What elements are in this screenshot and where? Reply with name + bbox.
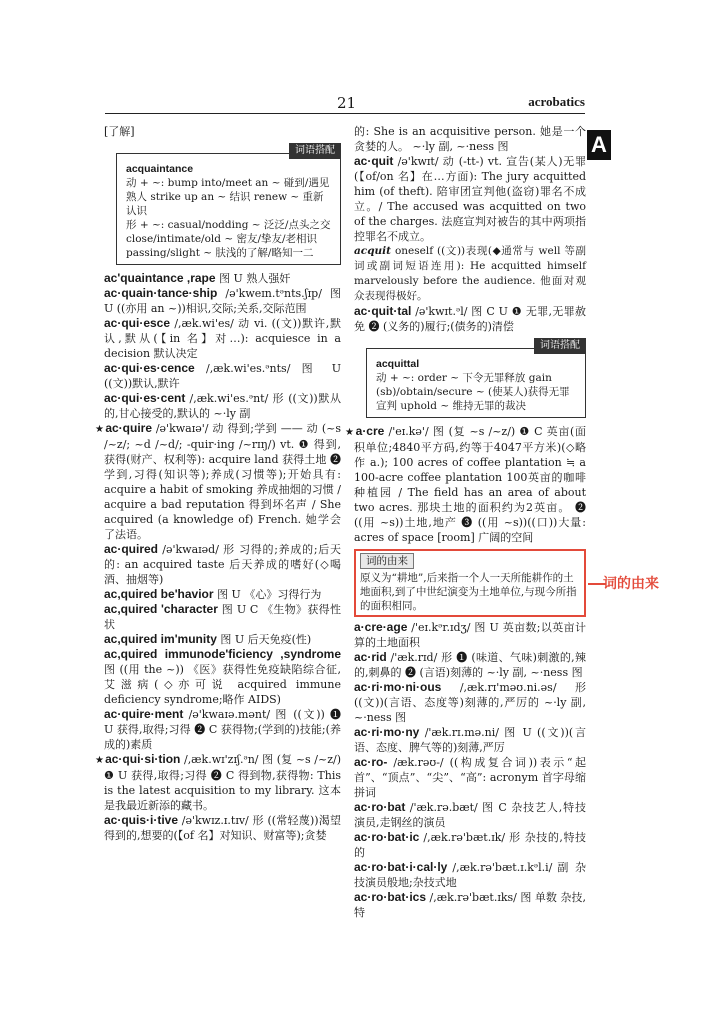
continued-text: [了解]: [104, 125, 135, 138]
headword: ac·qui·es·cent: [104, 391, 186, 405]
collocation-tab: 词语搭配: [289, 143, 341, 159]
entry-body: /,æk.wi'es.ᵊnt/ 形 ((文))默从的,甘心接受的,默认的 ~·ly 副: [104, 392, 341, 420]
dictionary-entry: [104, 632, 341, 647]
headword: ac,quired be'havior: [104, 587, 214, 601]
headword: ac,quired 'character: [104, 602, 218, 616]
entry-body: /'æk.rɪd/ 形 ❶ (味道、气味)刺激的,辣的,刺鼻的 ❷ (言语)刻薄的 ~·ly 副, ~·ness 图: [354, 651, 587, 679]
word-origin-callout: 词的由来: [603, 576, 659, 592]
entry-body: /ə'kweɪn.tᵊnts.ʃɪp/ 图 U ((亦用 an ~))相识,交际;关系,交际范围: [104, 287, 341, 315]
collocation-head: acquaintance: [126, 163, 194, 175]
dictionary-entry: [95, 752, 341, 813]
dictionary-entry: [354, 304, 586, 334]
continued-text: 的: She is an acquisitive person. 她是一个贪婪的人。 ~·ly 副, ~·ness 图: [354, 125, 586, 153]
entry-body: /,æk.rɪ'məʊ.ni.əs/ 形 ((文))(言语、态度等)刻薄的,严厉的 ~·ly 副, ~·ness 图: [354, 681, 586, 724]
collocation-line: 动 + ~: order ~ 下令无罪释放 gain (sb)/obtain/secure ~ (使某人)获得无罪宣判 uphold ~ 维持无罪的裁决: [376, 372, 570, 412]
dictionary-entry: [104, 813, 341, 843]
dictionary-entry: [345, 424, 586, 545]
dictionary-entry: [354, 800, 586, 830]
entry-body: 图 U 熟人强奸: [219, 272, 291, 285]
collocation-line: 动 + ~: bump into/meet an ~ 碰到/遇见熟人 strike up an ~ 结识 renew ~ 重新认识: [126, 177, 330, 217]
dictionary-entry: [354, 830, 586, 860]
dictionary-entry: [354, 680, 586, 725]
running-head: acrobatics: [528, 94, 585, 109]
headword: ac·quit·tal: [354, 304, 412, 318]
entry-body: 图 ((用 the ~)) 《医》获得性免疫缺陷综合征,艾滋病(◇亦可说 acquired immune deficiency syndrome;略作 AIDS): [104, 663, 341, 706]
entry-body: /ə'kwɪz.ɪ.tɪv/ 形 ((常轻蔑))渴望得到的,想要的(【of 名】对知识、财富等);贪婪: [104, 814, 341, 842]
dictionary-entry: [104, 271, 341, 286]
collocation-box: [366, 340, 586, 418]
entry-body: /ə'kwɪt.ᵊl/ 图 C U ❶ 无罪,无罪赦免 ❷ (义务的)履行;(债务的)清偿: [354, 305, 586, 333]
headword: ac·quis·i·tive: [104, 813, 179, 827]
collocation-line: 形 + ~: casual/nodding ~ 泛泛/点头之交 close/intimate/old ~ 密友/挚友/老相识 passing/slight ~ 肤浅的了解/略知一二: [126, 219, 331, 259]
entry-body: oneself ((文))表现(◆通常与 well 等副词或副词短语连用): He acquitted himself marvelously before the audience. 他面对观众表现得极好。: [354, 245, 587, 302]
entry-body: /æk.rəʊ-/ ((构成复合词))表示“起首”、“顶点”、“尖”、“高”: acronym 首字母缩拼词: [354, 756, 586, 799]
dictionary-entry: [354, 755, 586, 800]
left-column: [95, 124, 342, 843]
collocation-head: acquittal: [376, 358, 420, 370]
entry-body: 图 U 后天免疫(性): [220, 633, 312, 646]
headword: ac·quire: [105, 421, 152, 435]
headword: ac'quaintance ,rape: [104, 271, 216, 285]
headword: ac,quired im'munity: [104, 632, 217, 646]
idiom-head: acquit: [354, 245, 392, 257]
dictionary-entry: [95, 421, 341, 542]
dictionary-entry: [104, 542, 341, 587]
entry-body: /ə'kwɪt/ 动 (-tt-) vt. 宣告(某人)无罪(【of/on 名】在…方面): The jury acquitted him (of theft). 陪审团宣判他(盗窃)罪名不成立。/ The accused was acquitted on two of the charges. 法庭宣判对被告的其中两项指控罪名不成立。: [354, 155, 587, 243]
entry-body: /'eɪ.kᵊr.ɪdʒ/ 图 U 英亩数;以英亩计算的土地面积: [354, 621, 586, 649]
headword: ac·ro·bat·ic: [354, 830, 420, 844]
page-header: [105, 92, 585, 114]
dictionary-entry: [354, 890, 586, 920]
entry-body: /,æk.wi'es/ 动 vi. ((文))默许,默认,默从(【in 名】对…): acquiesce in a decision 默认决定: [104, 317, 342, 360]
star-mark: ★: [95, 424, 105, 435]
entry-body: /,æk.wɪ'zɪʃ.ᵊn/ 图 (复 ~s /~z/) ❶ U 获得,取得;习得 ❷ C 得到物,获得物: This is the latest acquisition to my library. 这本是我最近新添的藏书。: [104, 753, 341, 812]
dictionary-entry: [104, 391, 341, 421]
headword: ac·quain·tance·ship: [104, 286, 218, 300]
entry-body: 图 U C 《生物》获得性状: [104, 603, 341, 631]
entry-body: /,æk.rə'bæt.ɪks/ 图 单数 杂技,特: [354, 891, 586, 919]
dictionary-entry: [104, 361, 341, 391]
page-number: 21: [337, 94, 357, 112]
dictionary-entry: [104, 286, 341, 316]
headword: a·cre·age: [354, 620, 408, 634]
dictionary-entry: [104, 602, 341, 632]
entry-body: /,æk.rə'bæt.ɪk/ 形 杂技的,特技的: [354, 831, 586, 859]
entry-body: /,æk.wi'es.ᵊnts/ 图 U ((文))默认,默许: [104, 362, 341, 390]
star-mark: ★: [345, 427, 355, 438]
headword: ac·ro·bat: [354, 800, 406, 814]
entry-body: /'æk.rə.bæt/ 图 C 杂技艺人,特技演员,走钢丝的演员: [354, 801, 587, 829]
headword: ac·qui·esce: [104, 316, 171, 330]
headword: ac·ri·mo·ny: [354, 725, 420, 739]
headword: ac·ri·mo·ni·ous: [354, 680, 442, 694]
dictionary-entry: [354, 725, 586, 755]
entry-body: /ə'kwaɪə'/ 动 得到;学到 —— 动 (~s /~z/; ~d /~d/; -quir·ing /~rɪŋ/) vt. ❶ 得到,获得(财产、权利等): acquire land 获得土地 ❷ 学到,习得(知识等);养成(习惯等);开始具有: acquire a habit of smoking 养成抽烟的习惯 / acquire a bad reputation 得到坏名声 / She acquired (a knowledge of) French. 她学会了法语。: [104, 422, 341, 541]
collocation-tab: 词语搭配: [534, 338, 586, 354]
collocation-box: [116, 145, 341, 265]
headword: ac·quit: [354, 154, 394, 168]
entry-body: /'eɪ.kə'/ 图 (复 ~s /~z/) ❶ C 英亩(面积单位;4840平方码,约等于4047平方米)(◇略作 a.); 100 acres of coffee plantation ≒ a 100-acre coffee plantation 100英亩的咖啡种植园 / The field has an area of about two acres. 那块土地的面积约为2英亩。 ❷ ((用 ~s))土地,地产 ❸ ((用 ~s))((口))大量: acres of space [room] 广阔的空间: [354, 425, 586, 544]
headword: ac,quired immunode'ficiency ,syndrome: [104, 647, 341, 661]
headword: ac·quired: [104, 542, 159, 556]
headword: ac·rid: [354, 650, 387, 664]
dictionary-entry: [104, 707, 341, 752]
word-origin-title: 词的由来: [360, 553, 414, 569]
star-mark: ★: [95, 755, 105, 766]
entry-body: /,æk.rə'bæt.ɪ.kᵊl.i/ 副 杂技演员般地;杂技式地: [354, 861, 587, 889]
dictionary-entry: [104, 316, 341, 361]
dictionary-entry: [354, 620, 586, 650]
headword: a·cre: [355, 424, 385, 438]
headword: ac·ro-: [354, 755, 388, 769]
word-origin-text: 原义为“耕地”,后来指一个人一天所能耕作的土地面积,到了中世纪演变为土地单位,与现今所指的面积相同。: [360, 572, 577, 612]
dictionary-entry: [104, 647, 341, 707]
entry-body: /ə'kwaɪə.mənt/ 图 ((文)) ❶ U 获得,取得;习得 ❷ C 获得物;(学到的)技能;(养成的)素质: [104, 708, 341, 751]
headword: ac·ro·bat·ics: [354, 890, 427, 904]
dictionary-entry: [354, 154, 586, 244]
entry-body: /ə'kwaɪəd/ 形 习得的;养成的;后天的: an acquired taste 后天养成的嗜好(◇喝酒、抽烟等): [104, 543, 342, 586]
dictionary-entry: [354, 860, 586, 890]
headword: ac·quire·ment: [104, 707, 184, 721]
idiom-entry: [354, 244, 586, 304]
thumb-index-tab: A: [587, 130, 611, 160]
word-origin-box: [354, 549, 586, 617]
word-origin: [354, 549, 586, 617]
entry-body: /'æk.rɪ.mə.ni/ 图 U ((文))(言语、态度、脾气等的)刻薄,严厉: [354, 726, 587, 754]
headword: ac·ro·bat·i·cal·ly: [354, 860, 448, 874]
dictionary-entry: [354, 650, 586, 680]
entry-body: 图 U 《心》习得行为: [217, 588, 322, 601]
headword: ac·qui·es·cence: [104, 361, 195, 375]
dictionary-entry: [104, 587, 341, 602]
headword: ac·qui·si·tion: [105, 752, 181, 766]
right-column: [345, 124, 587, 920]
